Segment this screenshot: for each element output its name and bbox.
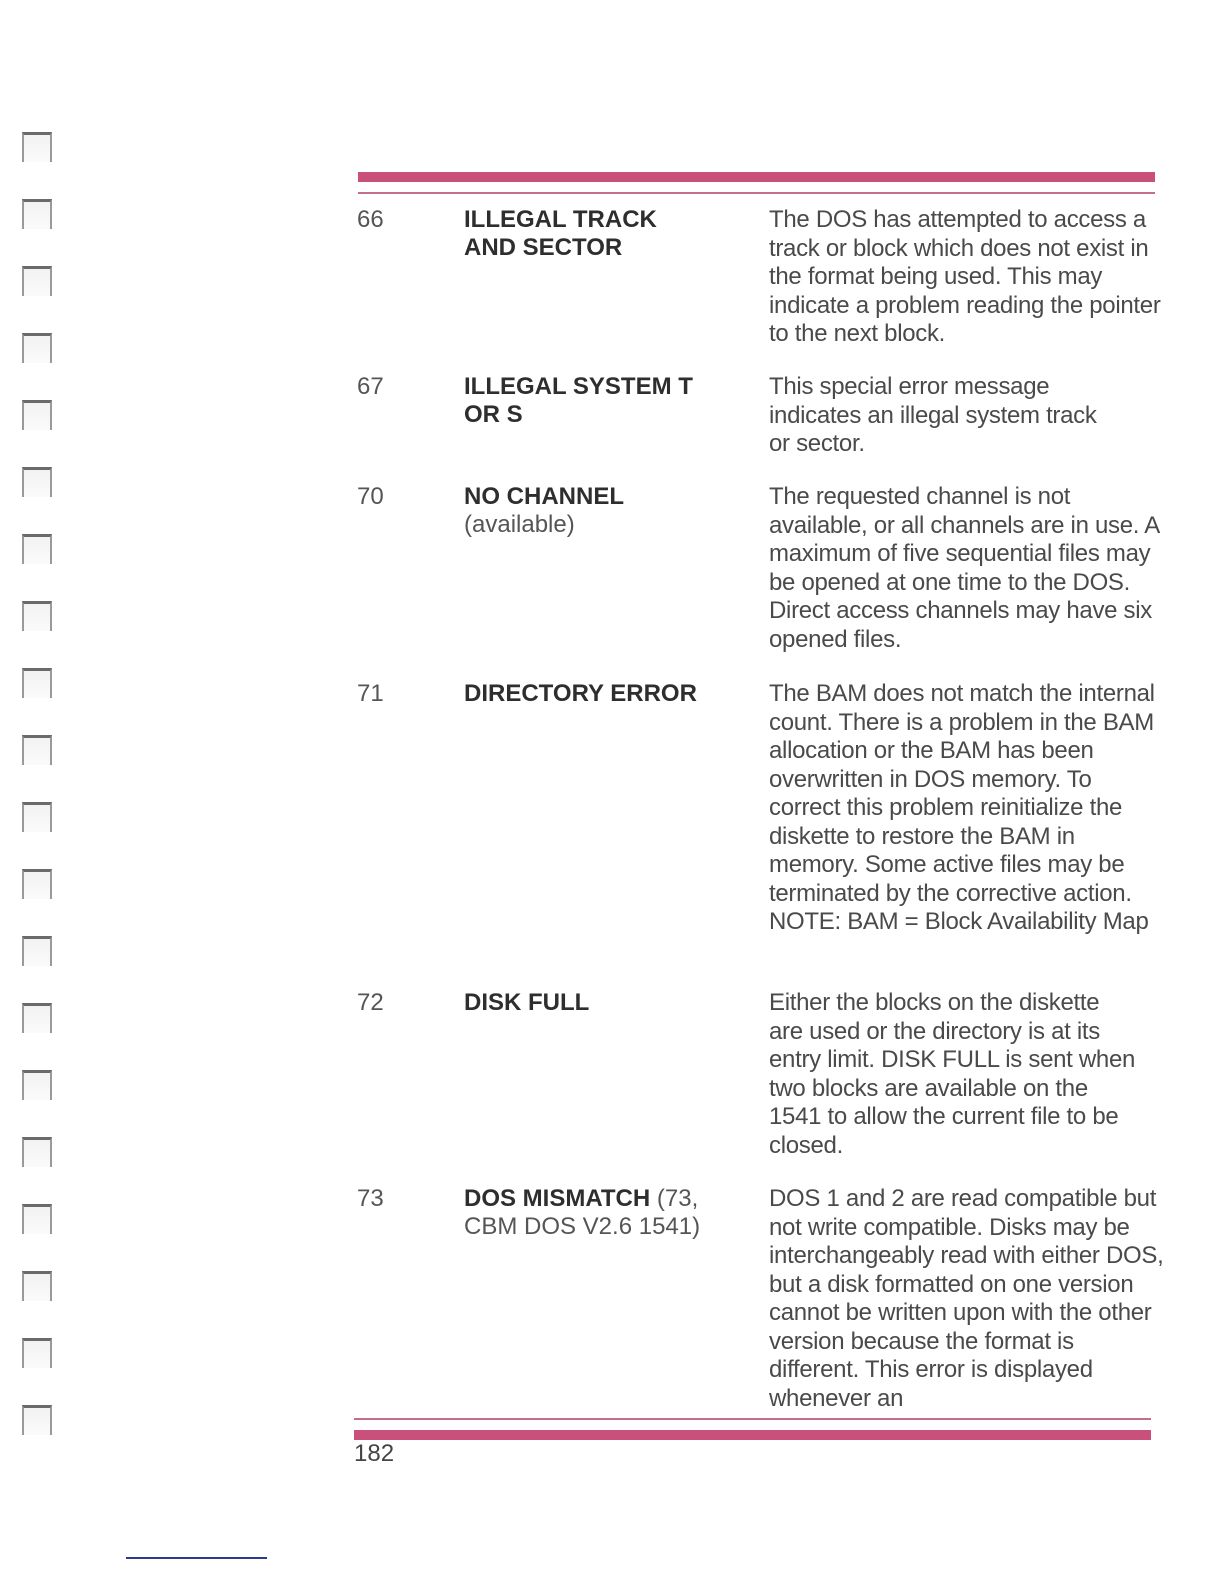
binding-hole <box>22 1003 52 1033</box>
binding-hole <box>22 1405 52 1435</box>
page-number: 182 <box>354 1440 395 1467</box>
error-name <box>464 206 704 262</box>
binding-hole <box>22 668 52 698</box>
footer-line <box>126 1557 267 1559</box>
error-code: 66 <box>357 206 384 233</box>
error-name-text: ILLEGAL TRACK AND SECTOR <box>464 206 657 261</box>
binding-hole <box>22 1070 52 1100</box>
error-name-text: DOS MISMATCH <box>464 1185 651 1212</box>
binding-hole <box>22 1338 52 1368</box>
binding-hole <box>22 467 52 497</box>
error-description: The requested channel is not available, or all channels are in use. A maximum of five sequential files may be opened at one time to the DOS. Direct access channels may have six opened files. <box>769 483 1159 653</box>
error-code: 73 <box>357 1185 384 1212</box>
error-name <box>464 989 734 1017</box>
error-description: This special error message indicates an illegal system track or sector. <box>769 373 1097 457</box>
binding-hole <box>22 936 52 966</box>
error-name-text: NO CHANNEL <box>464 483 624 510</box>
binding-hole <box>22 802 52 832</box>
error-code: 70 <box>357 483 384 510</box>
top-rule <box>358 172 1155 194</box>
error-description: The BAM does not match the internal count. There is a problem in the BAM allocation or the BAM has been overwritten in DOS memory. To correct this problem reinitialize the diskette to restore the BAM in memory. Some active files may be terminated by the corrective action. NOTE: BAM = Block Availability Map <box>769 680 1155 935</box>
error-description: DOS 1 and 2 are read compatible but not write compatible. Disks may be interchangeably read with either DOS, but a disk formatted on one version cannot be written upon with the other version because the format is different. This error is displayed whenever an <box>769 1185 1164 1412</box>
binding-hole <box>22 333 52 363</box>
error-name-text: ILLEGAL SYSTEM T OR S <box>464 373 693 428</box>
binding-hole <box>22 601 52 631</box>
binding-hole <box>22 534 52 564</box>
error-name <box>464 483 734 539</box>
error-name-qualifier: (73, CBM DOS V2.6 1541) <box>464 1185 701 1240</box>
error-code: 67 <box>357 373 384 400</box>
binding-hole <box>22 266 52 296</box>
error-code: 71 <box>357 680 384 707</box>
binding-hole <box>22 400 52 430</box>
error-name-text: DISK FULL <box>464 989 590 1016</box>
error-name <box>464 680 734 708</box>
binding-hole <box>22 1204 52 1234</box>
binding-hole <box>22 735 52 765</box>
binding-hole <box>22 869 52 899</box>
error-name-text: DIRECTORY ERROR <box>464 680 697 707</box>
error-name <box>464 373 704 429</box>
binding-hole <box>22 1271 52 1301</box>
spiral-binding <box>22 128 62 1448</box>
error-description: Either the blocks on the diskette are used or the directory is at its entry limit. DISK FULL is sent when two blocks are available on the 1541 to allow the current file to be closed. <box>769 989 1136 1159</box>
error-name-qualifier: (available) <box>464 511 575 538</box>
binding-hole <box>22 1137 52 1167</box>
bottom-rule <box>354 1418 1151 1440</box>
error-code: 72 <box>357 989 384 1016</box>
binding-hole <box>22 199 52 229</box>
error-description: The DOS has attempted to access a track or block which does not exist in the format being used. This may indicate a problem reading the pointer to the next block. <box>769 206 1161 347</box>
binding-hole <box>22 132 52 162</box>
error-name <box>464 1185 724 1241</box>
